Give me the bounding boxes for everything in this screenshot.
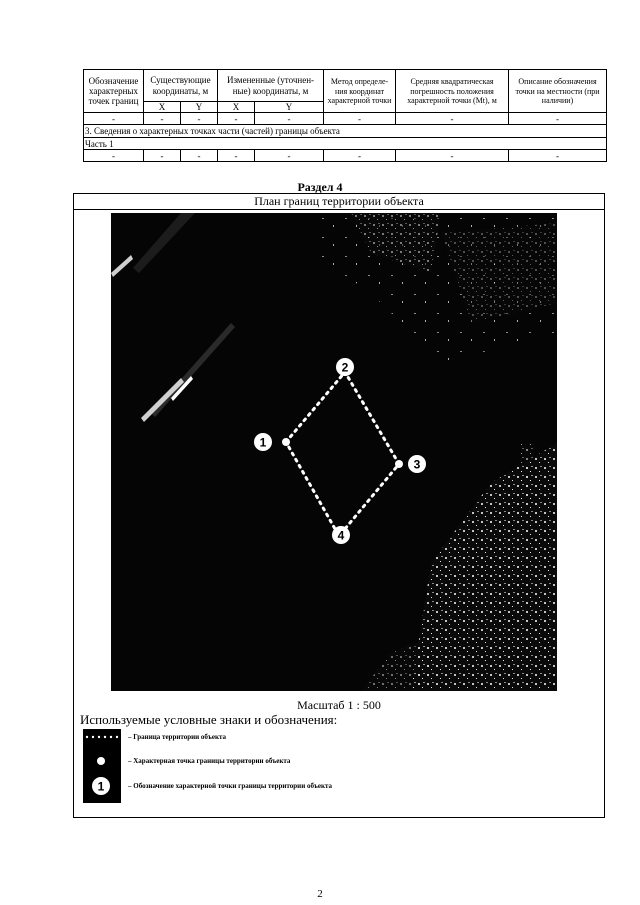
section-title: Раздел 4: [297, 180, 343, 194]
table-cell: -: [255, 150, 324, 162]
legend-item-point-label: – Обозначение характерной точки границы территории объекта: [128, 782, 333, 790]
table-cell: -: [181, 113, 218, 125]
plan-title: План границ территории объекта: [73, 193, 605, 210]
legend-item-point: – Характерная точка границы территории объекта: [128, 757, 291, 765]
numbered-point-icon: [92, 777, 110, 795]
legend-heading: Используемые условные знаки и обозначения:: [80, 712, 338, 727]
table-cell: -: [396, 113, 509, 125]
point-label: 3: [413, 457, 421, 472]
header-method: Метод определе-ния координат характерной точки: [324, 70, 396, 113]
table-cell: -: [396, 150, 509, 162]
section-3-heading: 3. Сведения о характерных точках части (частей) границы объекта: [84, 125, 607, 138]
header-changed-x: X: [218, 102, 255, 113]
map-scale: Масштаб 1 : 500: [297, 698, 381, 712]
plan-map: [111, 213, 557, 691]
header-changed: Измененные (уточнен-ные) координаты, м: [218, 70, 324, 102]
header-existing: Существующие координаты, м: [144, 70, 218, 102]
boundary-point-dot: [282, 438, 290, 446]
header-changed-y: Y: [255, 102, 324, 113]
header-description: Описание обозначения точки на местности (при наличии): [509, 70, 607, 113]
table-row: [84, 150, 607, 162]
header-error: Средняя квадратическая погрешность положения характерной точки (Mt), м: [396, 70, 509, 113]
header-designation: Обозначение характерных точек границ: [84, 70, 144, 113]
table-cell: -: [509, 150, 607, 162]
table-cell: -: [218, 113, 255, 125]
table-cell: -: [84, 113, 144, 125]
legend-symbols: [83, 729, 121, 803]
svg-text:1: 1: [97, 779, 105, 794]
coordinates-table: [83, 69, 607, 162]
point-dot-icon: [97, 757, 105, 765]
point-marker-2: [336, 358, 354, 376]
table-cell: -: [181, 150, 218, 162]
point-label: 4: [337, 528, 345, 543]
header-existing-y: Y: [181, 102, 218, 113]
legend-item-boundary: – Граница территории объекта: [128, 733, 226, 741]
boundary-point-dot: [395, 460, 403, 468]
table-row: [84, 113, 607, 125]
point-marker-4: [332, 526, 350, 544]
page-number: 2: [317, 888, 323, 900]
header-existing-x: X: [144, 102, 181, 113]
table-cell: -: [218, 150, 255, 162]
point-label: 2: [341, 360, 349, 375]
point-marker-3: [408, 455, 426, 473]
table-cell: -: [144, 113, 181, 125]
table-cell: -: [255, 113, 324, 125]
plan-map-image: [111, 213, 557, 691]
table-cell: -: [144, 150, 181, 162]
table-cell: -: [509, 113, 607, 125]
point-label: 1: [259, 435, 267, 450]
table-cell: -: [84, 150, 144, 162]
table-cell: -: [324, 113, 396, 125]
dotted-line-icon: [86, 736, 118, 738]
table-cell: -: [324, 150, 396, 162]
part-1-heading: Часть 1: [84, 138, 607, 150]
point-marker-1: [254, 433, 272, 451]
